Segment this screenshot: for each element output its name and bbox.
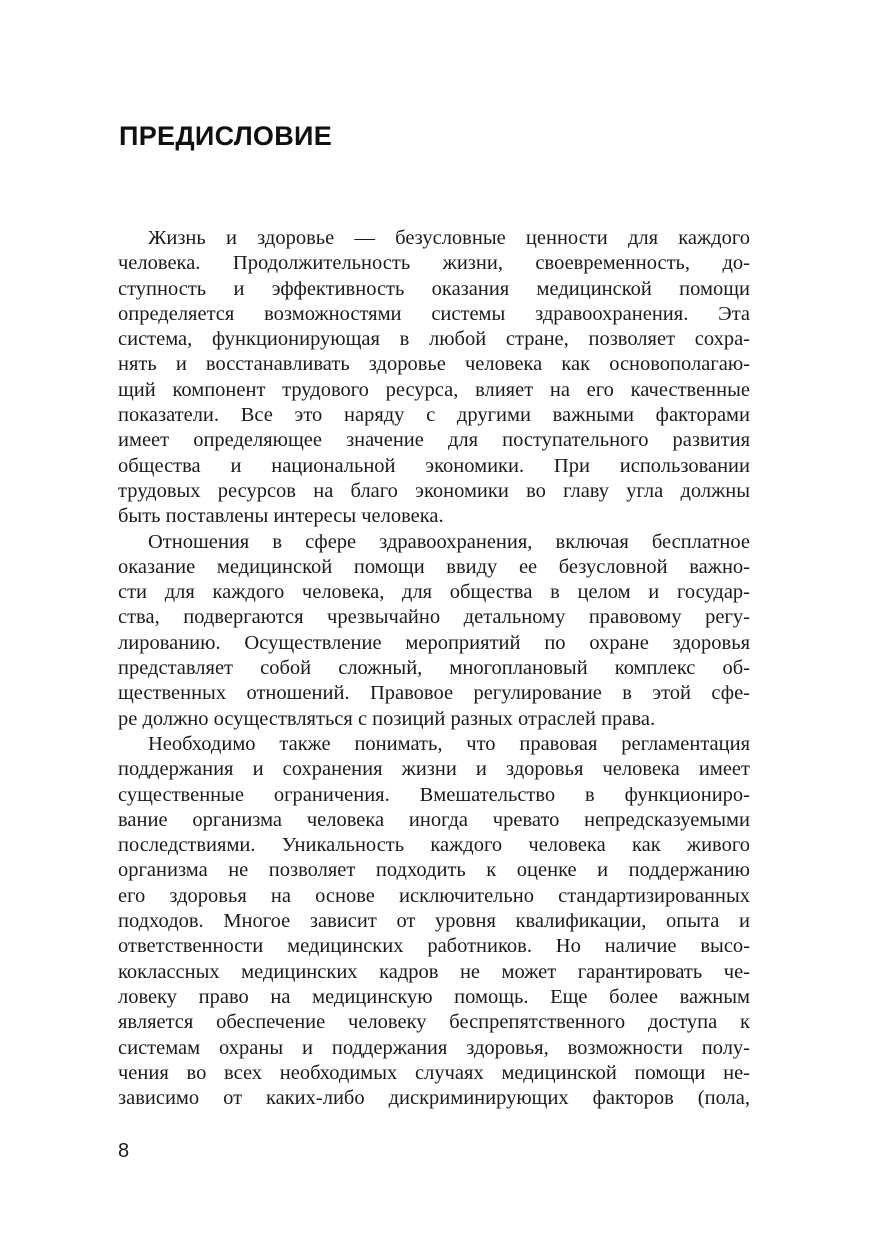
text-line: система, функционирующая в любой стране, позволяет сохра- bbox=[118, 328, 750, 351]
text-line: системам охраны и поддержания здоровья, возможности полу- bbox=[118, 1036, 750, 1059]
text-line: Жизнь и здоровье — безусловные ценности для каждого bbox=[148, 227, 750, 249]
text-line: ступность и эффективность оказания медицинской помощи bbox=[118, 277, 750, 300]
text-line: подходов. Многое зависит от уровня квалификации, опыта и bbox=[118, 910, 750, 933]
text-line: ловеку право на медицинскую помощь. Еще более важным bbox=[118, 985, 750, 1008]
text-line: быть поставлены интересы человека. bbox=[118, 505, 444, 528]
text-line: чения во всех необходимых случаях медицинской помощи не- bbox=[118, 1061, 750, 1084]
text-line: Необходимо также понимать, что правовая регламентация bbox=[148, 732, 750, 755]
text-line: человека. Продолжительность жизни, своевременность, до- bbox=[118, 252, 750, 275]
text-line: ства, подвергаются чрезвычайно детальному правовому регу- bbox=[118, 606, 750, 629]
text-line: щественных отношений. Правовое регулирование в этой сфе- bbox=[118, 682, 750, 705]
text-line: вание организма человека иногда чревато непредсказуемыми bbox=[118, 808, 750, 831]
body-text bbox=[118, 226, 750, 1111]
text-line: определяется возможностями системы здравоохранения. Эта bbox=[118, 302, 750, 325]
text-line: общества и национальной экономики. При использовании bbox=[118, 454, 750, 477]
text-line: показатели. Все это наряду с другими важными факторами bbox=[118, 404, 750, 427]
text-line: коклассных медицинских кадров не может гарантировать че- bbox=[118, 960, 750, 983]
paragraph-3 bbox=[118, 732, 750, 1111]
page-title: ПРЕДИСЛОВИЕ bbox=[119, 121, 333, 151]
text-line: ре должно осуществляться с позиций разных отраслей права. bbox=[118, 707, 656, 730]
text-line: сти для каждого человека, для общества в целом и государ- bbox=[118, 581, 750, 604]
text-line: существенные ограничения. Вмешательство в функциониро- bbox=[118, 783, 750, 806]
text-line: нять и восстанавливать здоровье человека как основополагаю- bbox=[118, 353, 750, 376]
text-line: зависимо от каких-либо дискриминирующих факторов (пола, bbox=[118, 1087, 750, 1110]
text-line: ответственности медицинских работников. Но наличие высо- bbox=[118, 935, 750, 958]
text-line: поддержания и сохранения жизни и здоровья человека имеет bbox=[118, 758, 750, 781]
text-line: трудовых ресурсов на благо экономики во главу угла должны bbox=[118, 479, 750, 502]
text-line: последствиями. Уникальность каждого человека как живого bbox=[118, 834, 750, 857]
text-line: лированию. Осуществление мероприятий по охране здоровья bbox=[118, 631, 750, 654]
text-line: имеет определяющее значение для поступательного развития bbox=[118, 429, 750, 452]
text-line: организма не позволяет подходить к оценке и поддержанию bbox=[118, 859, 750, 882]
text-line: его здоровья на основе исключительно стандартизированных bbox=[118, 884, 750, 907]
text-line: щий компонент трудового ресурса, влияет на его качественные bbox=[118, 378, 750, 401]
page-number: 8 bbox=[118, 1140, 130, 1162]
paragraph-2 bbox=[118, 530, 750, 732]
text-line: оказание медицинской помощи ввиду ее безусловной важно- bbox=[118, 555, 750, 578]
text-line: является обеспечение человеку беспрепятственного доступа к bbox=[118, 1011, 750, 1034]
paragraph-1 bbox=[118, 226, 750, 530]
text-line: Отношения в сфере здравоохранения, включая бесплатное bbox=[148, 530, 750, 553]
text-line: представляет собой сложный, многоплановый комплекс об- bbox=[118, 657, 750, 680]
